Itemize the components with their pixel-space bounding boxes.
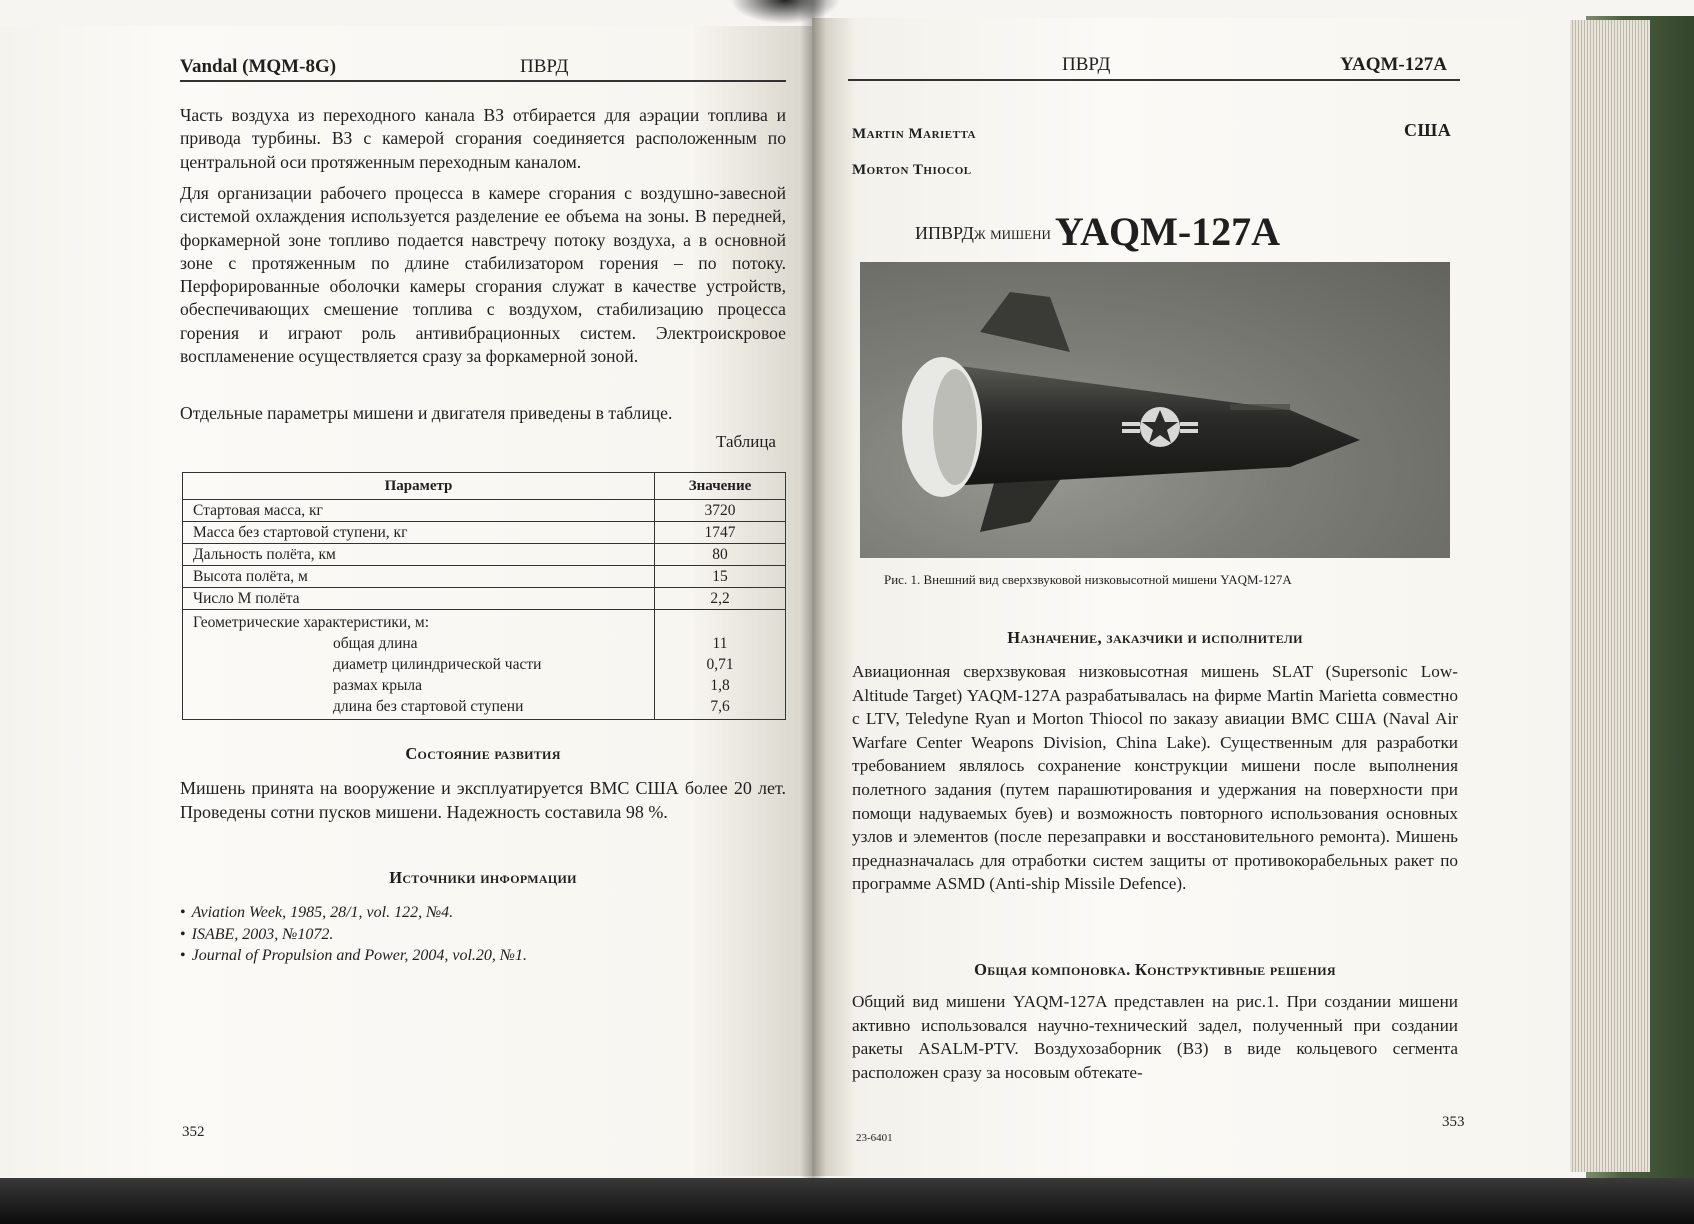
- section-purpose-title: Назначение, заказчики и исполнители: [1007, 628, 1303, 647]
- table-label: Таблица: [716, 432, 776, 451]
- left-paragraph-3: Отдельные параметры мишени и двигателя приведены в таблице.: [180, 403, 673, 423]
- right-running-head-section: ПВРД: [1062, 54, 1111, 75]
- left-page-number: 352: [182, 1124, 205, 1140]
- right-running-head-title: YAQM-127A: [1340, 54, 1447, 75]
- table-row: Стартовая масса, кг 3720: [183, 500, 786, 522]
- title-prefix: ИПВРДж мишени: [915, 223, 1051, 243]
- scanner-bed: [0, 1178, 1694, 1224]
- geometry-label: Геометрические характеристики, м:: [193, 614, 430, 631]
- printer-signature: 23-6401: [856, 1132, 893, 1144]
- table-header-param: Параметр: [183, 473, 655, 500]
- figure-caption: Рис. 1. Внешний вид сверхзвуковой низковысотной мишени YAQM-127A: [884, 572, 1292, 587]
- section-status-title: Состояние развития: [405, 744, 561, 763]
- left-paragraph-2: Для организации рабочего процесса в камере сгорания с воздушно-завесной системой охлаждения используется разделение ее объема на зоны. В передней, форкамерной зоне топливо подается навстречу потоку воздуха, а в основной зоне с протяженным по длине стабилизатором горения – по потоку. Перфорированные оболочки камеры сгорания служат в качестве устройств, обеспечивающих смешение топлива с воздухом, стабилизацию процесса горения и играют роль антивибрационных систем. Электроискровое воспламенение осуществляется сразу за форкамерной зоной.: [180, 183, 786, 367]
- parameters-table: [182, 472, 786, 720]
- missile-photo: [860, 262, 1450, 558]
- sources-list: [180, 902, 527, 967]
- table-header-row: [183, 473, 786, 500]
- table-row: Число М полёта 2,2: [183, 588, 786, 610]
- page-title: [915, 208, 1280, 255]
- section-purpose-text: Авиационная сверхзвуковая низковысотная мишень SLAT (Supersonic Low-Altitude Target) YAQM-127A разрабатывалась на фирме Martin Marietta совместно с LTV, Teledyne Ryan и Morton Thiocol по заказу авиации ВМС США (Naval Air Warfare Center Weapons Division, China Lake). Существенным для разработки требованием являлось сохранение конструкции мишени после выполнения полетного задания (путем парашютирования и удержания на поверхности при помощи надуваемых буев) и возможность повторного использования основных узлов и элементов (после перезаправки и восстановительного ремонта). Мишень предназначалась для отработки систем защиты от противокорабельных ракет по программе ASMD (Anti-ship Missile Defence).: [852, 662, 1458, 894]
- table-row-geometry: Геометрические характеристики, м: общая длина диаметр цилиндрической части размах крыла длина без стартовой ступени 11 0,71 1,8 7,6: [183, 610, 786, 720]
- section-sources-title: Источники информации: [389, 868, 577, 887]
- table-row: Высота полёта, м 15: [183, 566, 786, 588]
- title-main: YAQM-127A: [1054, 209, 1281, 254]
- left-paragraph-1: Часть воздуха из переходного канала ВЗ отбирается для аэрации топлива и привода турбины. ВЗ с камерой сгорания соединяется расположенным по центральной оси протяженным переходным каналом.: [180, 105, 786, 172]
- company-morton-thiocol: Morton Thiocol: [852, 162, 972, 178]
- section-layout-text: Общий вид мишени YAQM-127A представлен на рис.1. При создании мишени активно использовался научно-технический задел, полученный при создании ракеты ASALM-PTV. Воздухозаборник (ВЗ) в виде кольцевого сегмента расположен сразу за носовым обтекате-: [852, 992, 1458, 1082]
- list-item: • Aviation Week, 1985, 28/1, vol. 122, №4.: [180, 902, 527, 924]
- book-spine-shadow: [730, 0, 840, 24]
- left-running-head-section: ПВРД: [520, 56, 569, 77]
- section-layout-title: Общая компоновка. Конструктивные решения: [974, 960, 1336, 979]
- country-label: США: [1404, 120, 1452, 140]
- section-status-text: Мишень принята на вооружение и эксплуатируется ВМС США более 20 лет. Проведены сотни пусков мишени. Надежность составила 98 %.: [180, 778, 786, 822]
- left-running-head-title: Vandal (MQM-8G): [180, 56, 337, 77]
- list-item: • Journal of Propulsion and Power, 2004, vol.20, №1.: [180, 945, 527, 967]
- missile-illustration: [860, 262, 1450, 558]
- table-header-value: Значение: [655, 473, 786, 500]
- company-martin-marietta: Martin Marietta: [852, 126, 976, 142]
- table-row: Дальность полёта, км 80: [183, 544, 786, 566]
- right-header-rule: [848, 79, 1460, 81]
- right-page-number: 353: [1442, 1114, 1465, 1130]
- left-header-rule: [180, 80, 786, 82]
- book-page-edges: [1570, 20, 1650, 1172]
- book-gutter: [800, 0, 826, 1180]
- table-row: Масса без стартовой ступени, кг 1747: [183, 522, 786, 544]
- list-item: • ISABE, 2003, №1072.: [180, 924, 527, 946]
